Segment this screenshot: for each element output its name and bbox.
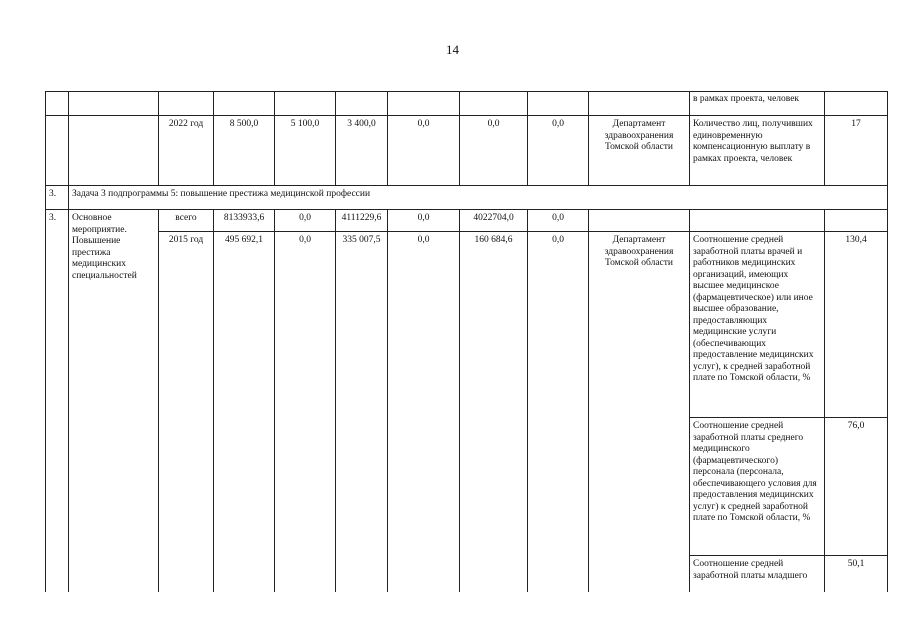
table-cell [69, 92, 159, 116]
indicator-value-cell: 130,4 [825, 232, 888, 418]
task-number: 3. [46, 186, 69, 210]
value-cell: 5 100,0 [275, 116, 336, 186]
table-cell [275, 92, 336, 116]
page-number: 14 [446, 42, 459, 57]
indicator-cell: Соотношение средней заработной платы врачей и работников медицинских организаций, имеющих высшее медицинское (фармацевтическое) или иное высшее образование, предоставляющих медицинские услуги (обеспечивающих предоставление медицинских услуг), к средней заработной плате по Томской области, % [690, 232, 825, 418]
table-row [46, 210, 888, 232]
year-cell: всего [159, 210, 214, 232]
year-cell: 2022 год [159, 116, 214, 186]
value-cell: 0,0 [528, 232, 589, 626]
indicator-value-cell: 76,0 [825, 418, 888, 556]
measure-number: 3. [46, 210, 69, 626]
value-cell: 0,0 [388, 210, 460, 232]
table-cell [460, 92, 528, 116]
value-cell: 160 684,6 [460, 232, 528, 626]
table-cell [46, 116, 69, 186]
indicator-value-cell: 50,1 [825, 556, 888, 616]
table-cell [528, 92, 589, 116]
value-cell: 0,0 [460, 116, 528, 186]
value-cell: 495 692,1 [214, 232, 275, 626]
value-cell: 4022704,0 [460, 210, 528, 232]
table-cell [388, 92, 460, 116]
task-title: Задача 3 подпрограммы 5: повышение престижа медицинской профессии [69, 186, 888, 210]
table-cell [159, 92, 214, 116]
table-row [46, 116, 888, 186]
year-cell: 2015 год [159, 232, 214, 626]
indicator-cell: Количество лиц, получивших единовременную компенсационную выплату в рамках проекта, человек [690, 116, 825, 186]
value-cell: 0,0 [528, 116, 589, 186]
table-cell [825, 210, 888, 232]
value-cell: 0,0 [275, 232, 336, 626]
executor-cell: Департамент здравоохранения Томской области [589, 232, 690, 626]
value-cell: 3 400,0 [336, 116, 388, 186]
table-cell [46, 92, 69, 116]
table-cell [69, 116, 159, 186]
value-cell: 335 007,5 [336, 232, 388, 626]
program-table [45, 91, 888, 626]
table-cell [825, 92, 888, 116]
table-row [46, 92, 888, 116]
table-cell [589, 92, 690, 116]
table-row [46, 186, 888, 210]
value-cell: 8133933,6 [214, 210, 275, 232]
table-cell [589, 210, 690, 232]
value-cell: 0,0 [275, 210, 336, 232]
table-cell [214, 92, 275, 116]
value-cell: 0,0 [528, 210, 589, 232]
executor-cell: Департамент здравоохранения Томской области [589, 116, 690, 186]
table-cell [336, 92, 388, 116]
value-cell: 8 500,0 [214, 116, 275, 186]
value-cell: 0,0 [388, 116, 460, 186]
value-cell: 0,0 [388, 232, 460, 626]
measure-name: Основное мероприятие. Повышение престижа медицинских специальностей [69, 210, 159, 626]
table-row [46, 232, 888, 418]
indicator-value-cell: 17 [825, 116, 888, 186]
indicator-cell: Соотношение средней заработной платы младшего [690, 556, 825, 616]
table-cell [690, 210, 825, 232]
indicator-cell: Соотношение средней заработной платы среднего медицинского (фармацевтического) персонала (персонала, обеспечивающего условия для предоставления медицинских услуг) к средней заработной плате по Томской области, % [690, 418, 825, 556]
value-cell: 4111229,6 [336, 210, 388, 232]
page-bottom-margin [0, 592, 905, 640]
indicator-cell: в рамках проекта, человек [690, 92, 825, 116]
